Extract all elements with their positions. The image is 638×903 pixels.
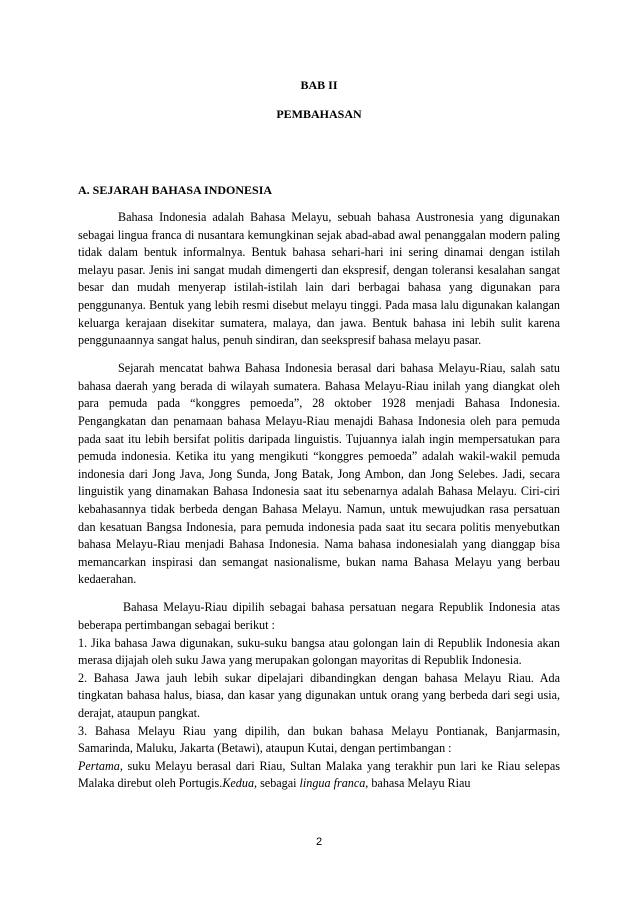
paragraph-considerations — [78, 758, 560, 793]
document-body — [78, 209, 560, 793]
kedua-term: Kedua, — [222, 776, 258, 791]
section-title: A. SEJARAH BAHASA INDONESIA — [78, 183, 273, 197]
paragraph-intro: Bahasa Indonesia adalah Bahasa Melayu, sebuah bahasa Austronesia yang digunakan sebagai lingua franca di nusantara kemungkinan sejak abad-abad awal penanggalan modern paling tidak dalam bentuk informalnya. Bentuk bahasa sehari-hari ini sering dinamai dengan istilah melayu pasar. Jenis ini sangat mudah dimengerti dan ekspresif, dengan toleransi kesalahan sangat besar dan mudah menyerap istilah-istilah lain dari berbagai bahasa yang digunakan para penggunanya. Bentuk yang lebih resmi disebut melayu tinggi. Pada masa lalu digunakan kalangan keluarga kerajaan disekitar sumatera, malaya, dan jawa. Bentuk bahasa ini lebih sulit karena penggunaannya sangat halus, penuh sindiran, dan seekspresif bahasa melayu pasar. — [78, 210, 560, 348]
chapter-heading: BAB II — [300, 78, 338, 92]
paragraph-history: Sejarah mencatat bahwa Bahasa Indonesia berasal dari bahasa Melayu-Riau, salah satu bahasa daerah yang berada di wilayah sumatera. Bahasa Melayu-Riau inilah yang diangkat oleh para pemuda pada “konggres pemoeda”, 28 oktober 1928 menjadi Bahasa Indonesia. Pengangkatan dan penamaan bahasa Melayu-Riau menajdi Bahasa Indonesia oleh para pemuda pada saat itu lebih bersifat politis daripada linguistis. Tujuannya ialah ingin mempersatukan para pemuda indonesia. Ketika itu yang mengikuti “konggres pemoeda” adalah wakil-wakil pemuda indonesia dari Jong Java, Jong Sunda, Jong Batak, Jong Ambon, dan Jong Selebes. Jadi, secara linguistik yang dinamakan Bahasa Indonesia saat itu sebenarnya adalah Bahasa Melayu. Ciri-ciri kebahasannya tidak berbeda dengan Bahasa Melayu. Namun, untuk mewujudkan rasa persatuan dan kesatuan Bangsa Indonesia, para pemuda indonesia pada saat itu secara politis menyebutkan bahasa Melayu-Riau menjadi Bahasa Indonesia. Nama bahasa indonesialah yang dianggap bisa memancarkan inspirasi dan semangat nasionalisme, bukan nama Bahasa Melayu yang berbau kedaerahan. — [78, 361, 560, 587]
list-item: 3. Bahasa Melayu Riau yang dipilih, dan bukan bahasa Melayu Pontianak, Banjarmasin, Samarinda, Maluku, Jakarta (Betawi), ataupun Kutai, dengan pertimbangan : — [78, 723, 560, 756]
page-number: 2 — [315, 836, 323, 848]
considerations-text-1: , suku Melayu berasal dari Riau, Sultan Malaka yang terakhir pun lari ke Riau selepas Malaka direbut oleh Portugis. — [78, 758, 560, 791]
list-item: 1. Jika bahasa Jawa digunakan, suku-suku bangsa atau golongan lain di Republik Indonesia akan merasa dijajah oleh suku Jawa yang merupakan golongan mayoritas di Republik Indonesia. — [78, 635, 560, 668]
pertama-term: Pertama — [78, 758, 120, 773]
chapter-subtitle: PEMBAHASAN — [276, 107, 362, 121]
considerations-text-2: sebagai — [257, 776, 300, 791]
lingua-franca-term: lingua franca, — [299, 776, 369, 791]
list-item: 2. Bahasa Jawa jauh lebih sukar dipelajari dibandingkan dengan bahasa Melayu Riau. Ada tingkatan bahasa halus, biasa, dan kasar yang digunakan untuk orang yang berbeda dari segi usia, derajat, ataupun pangkat. — [78, 670, 560, 721]
considerations-text-3: bahasa Melayu Riau — [368, 776, 471, 791]
paragraph-reasons: Bahasa Melayu-Riau dipilih sebagai bahasa persatuan negara Republik Indonesia atas beberapa pertimbangan sebagai berikut : — [78, 600, 560, 633]
